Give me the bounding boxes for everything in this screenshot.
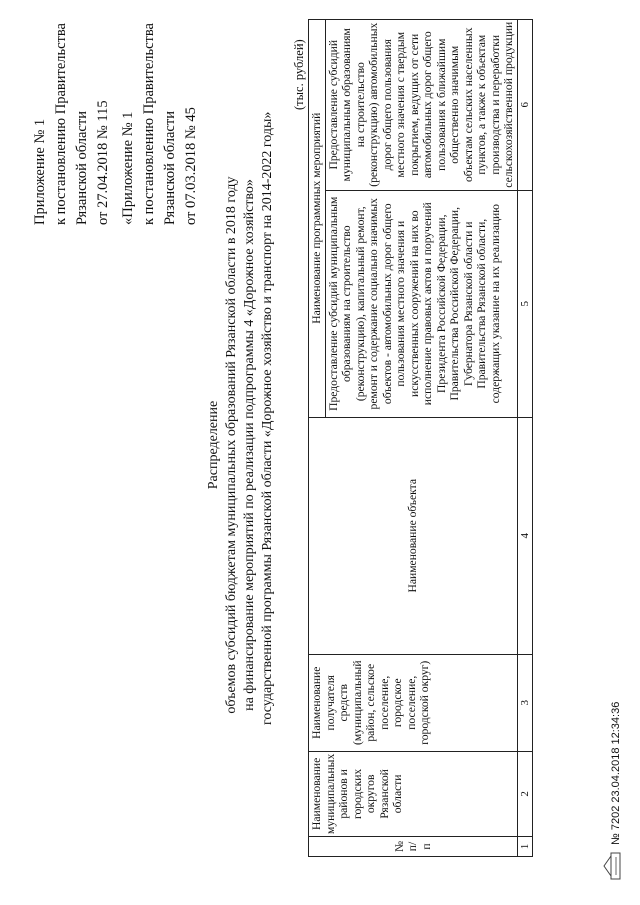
col-number-2: 2 [517,751,532,836]
col-number-5: 5 [517,190,532,417]
units-label: (тыс. рублей) [292,39,306,110]
registration-stamp-icon [602,851,622,881]
col-number-1: 1 [517,837,532,857]
col-number-6: 6 [517,19,532,190]
appendix-original-line2: к постановлению Правительства [141,23,157,225]
col-number-4: 4 [517,417,532,654]
title-line4: государственной программы Рязанской области «Дорожное хозяйство и транспорт на 2014-2022 годы» [260,111,275,725]
appendix-original-line3: Рязанской области [162,111,178,225]
appendix-current [30,23,114,225]
appendix-current-line2: к постановлению Правительства [53,23,69,225]
registration-stamp: № 7202 23.04.2018 12:34:36 [610,701,622,845]
col-number-3: 3 [517,654,532,751]
title-line2: объемов субсидий бюджетам муниципальных образований Рязанской области в 2018 году [224,176,239,714]
subsidy-table [308,19,533,857]
header-recipient: Наименование получателя средств (муниципальный район, сельское поселение, городское поселение, городской округ) [309,654,518,751]
document-title [205,111,277,725]
header-event-social-roads: Предоставление субсидий муниципальным образованиям на строительство (реконструкцию), капитальный ремонт, ремонт и содержание социально значимых объектов - автомобильных дорог общего пользования местного значения и искусственных сооружений на них во исполнение правовых актов и поручений Президента Российской Федерации, Правительства Российской Федерации, Губернатора Рязанской области и Правительства Рязанской области, содержащих указание на их реализацию [325,190,517,417]
appendix-original-line4: от 07.03.2018 № 45 [183,107,199,225]
appendix-current-line4: от 27.04.2018 № 115 [95,100,111,225]
appendix-original [118,23,202,225]
table-header-row [309,19,326,856]
header-municipality: Наименование муниципальных районов и городских округов Рязанской области [309,751,518,836]
header-number: № п/п [309,837,518,857]
header-event-rural-roads: Предоставление субсидий муниципальным образованиям на строительство (реконструкцию) автомобильных дорог общего пользования местного значения с твердым покрытием, ведущих от сети автомобильных дорог общего пользования к ближайшим общественно значимым объектам сельских населенных пунктов, а также к объектам производства и переработки сельскохозяйственной продукции [325,19,517,190]
header-object: Наименование объекта [309,417,518,654]
title-line1: Распределение [206,400,221,490]
appendix-current-line3: Рязанской области [74,111,90,225]
header-program-events: Наименование программных мероприятий [309,19,326,417]
table-number-row [517,19,532,856]
appendix-original-line1: «Приложение № 1 [120,111,136,225]
title-line3: на финансирование мероприятий по реализации подпрограммы 4 «Дорожное хозяйство» [242,179,257,711]
appendix-current-line1: Приложение № 1 [32,118,48,225]
